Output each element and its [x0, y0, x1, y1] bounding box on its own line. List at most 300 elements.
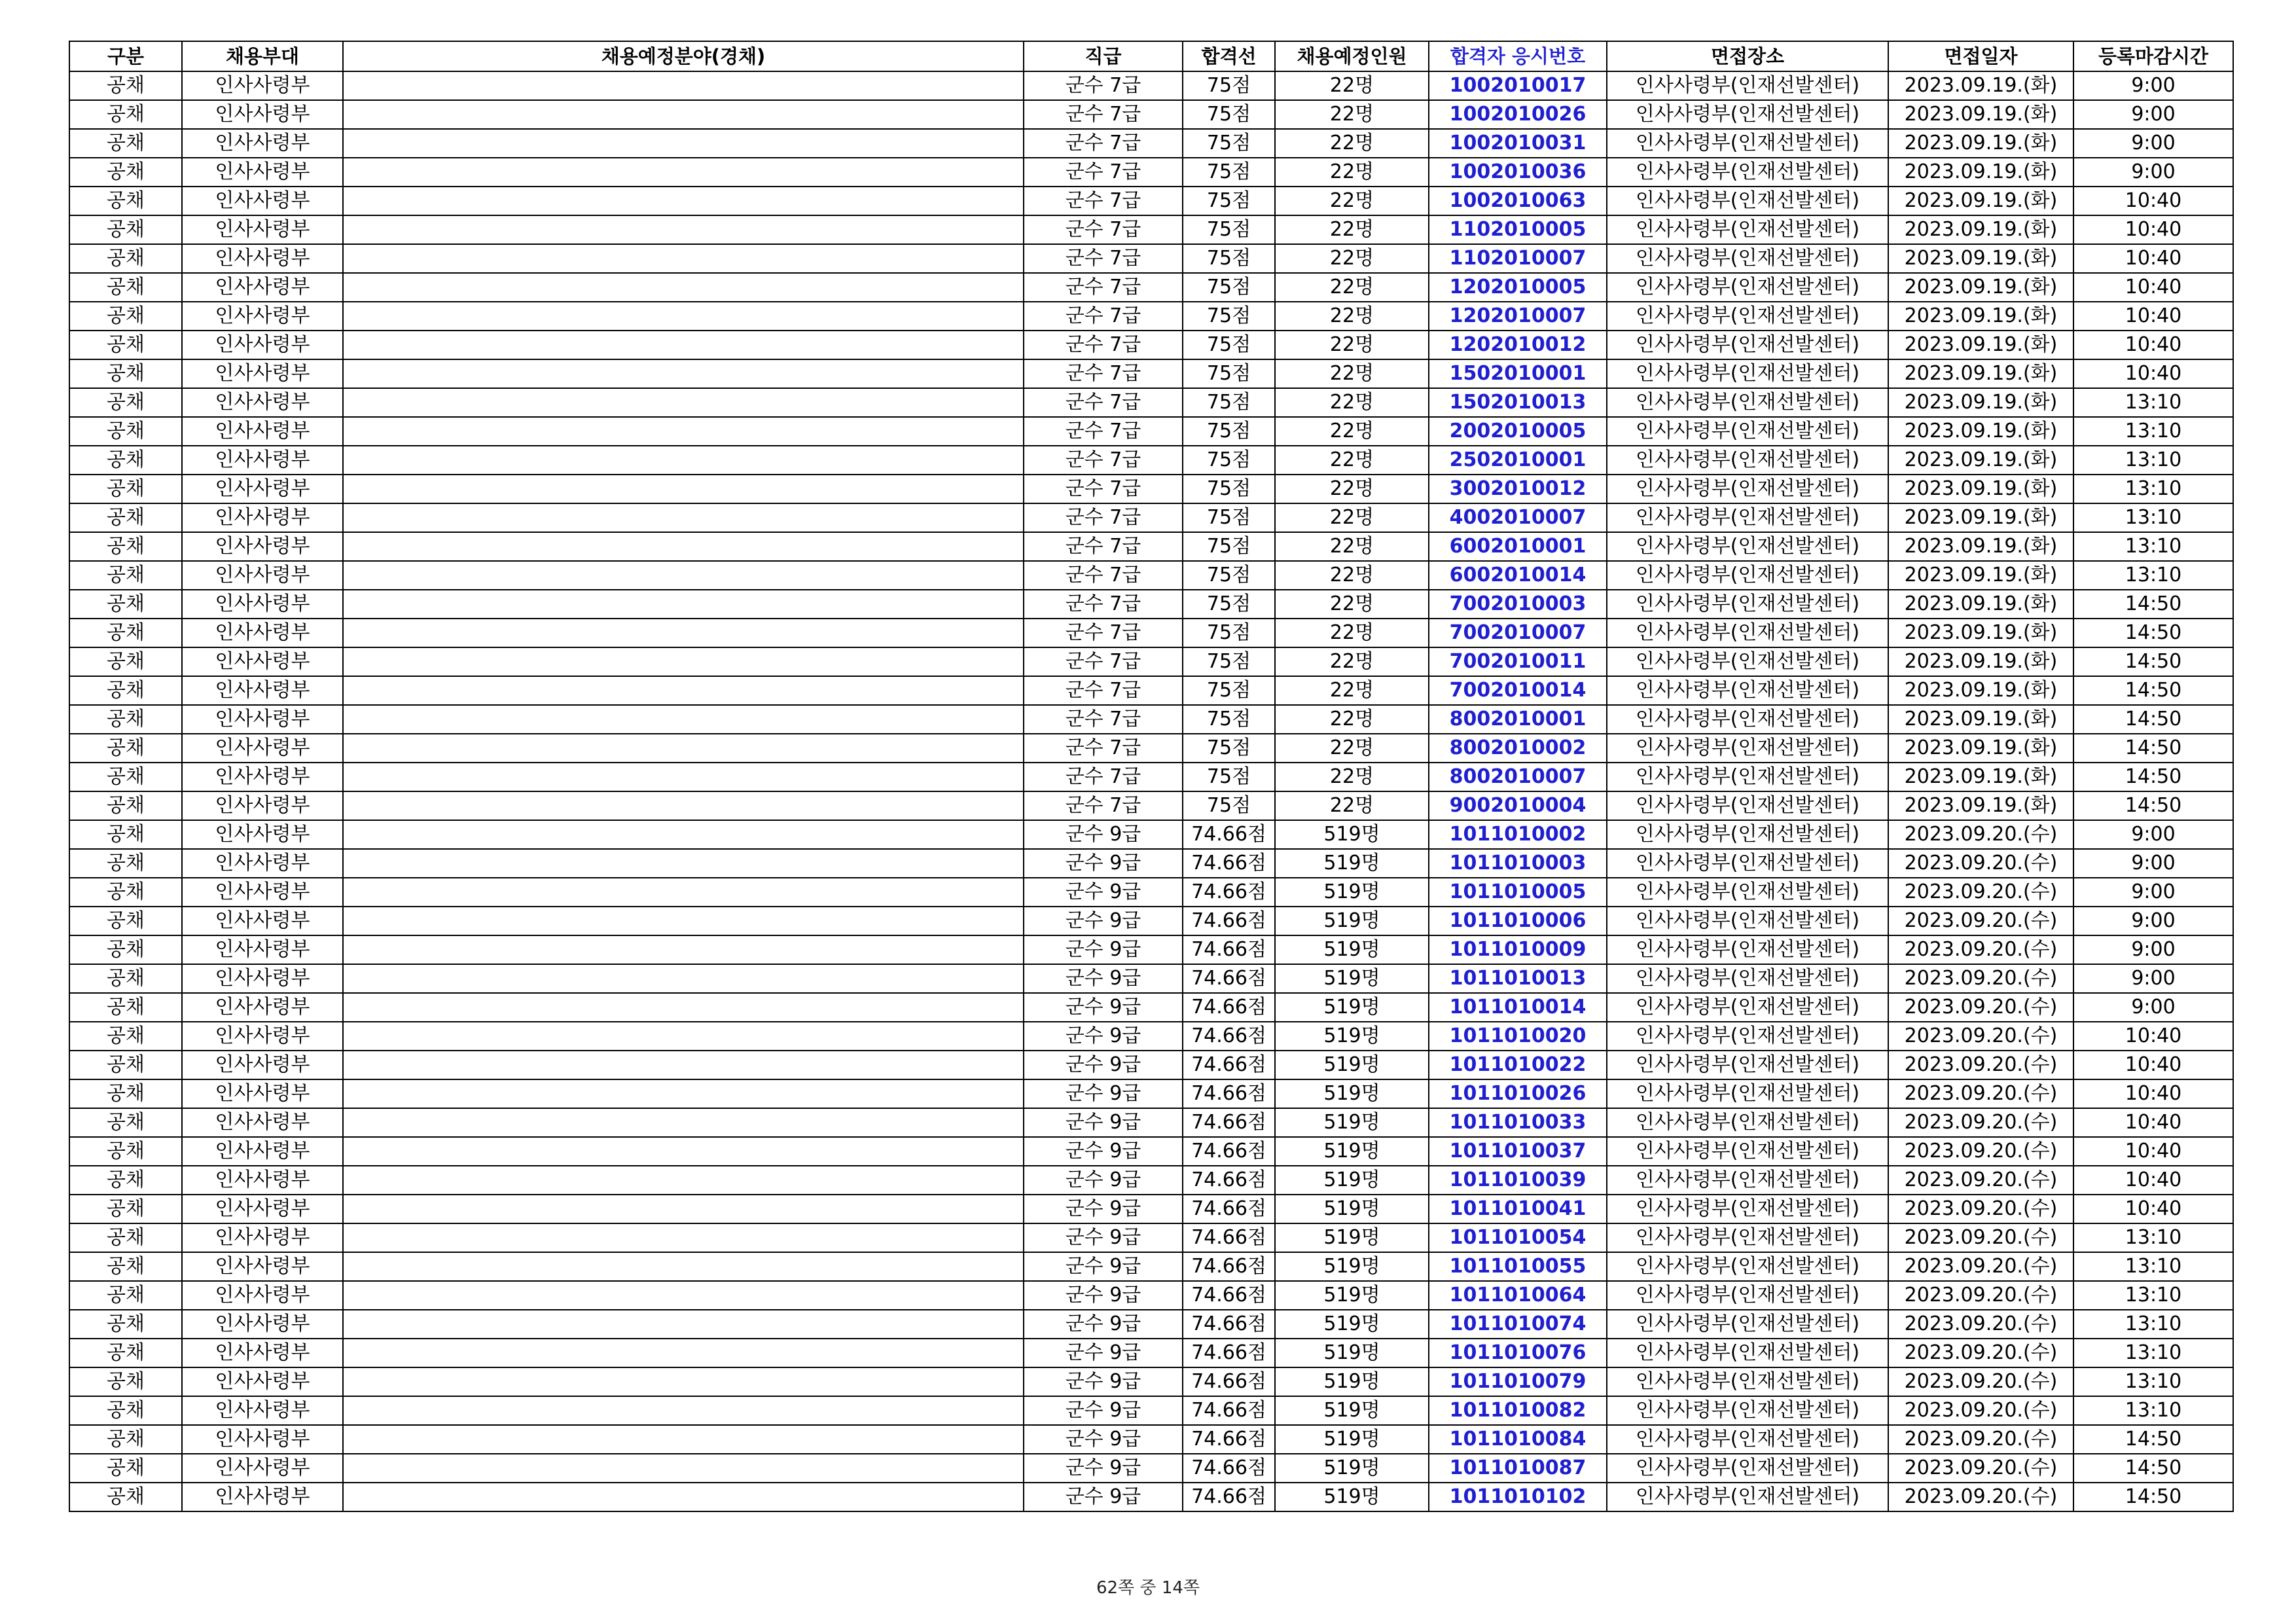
cell-deadline: 10:40	[2073, 1166, 2233, 1195]
cell-exam-number: 1502010001	[1429, 359, 1607, 388]
cell-deadline: 14:50	[2073, 791, 2233, 820]
cell-unit: 인사사령부	[182, 187, 343, 215]
cell-grade: 군수 9급	[1024, 907, 1183, 935]
cell-cutoff: 74.66점	[1183, 1425, 1275, 1454]
cell-cutoff: 75점	[1183, 273, 1275, 302]
cell-cutoff: 74.66점	[1183, 1483, 1275, 1511]
cell-grade: 군수 9급	[1024, 1195, 1183, 1223]
cell-field	[343, 1396, 1024, 1425]
cell-grade: 군수 7급	[1024, 475, 1183, 503]
cell-grade: 군수 9급	[1024, 1223, 1183, 1252]
cell-exam-number: 1011010084	[1429, 1425, 1607, 1454]
cell-category: 공채	[69, 388, 182, 417]
table-row	[69, 849, 2233, 878]
cell-grade: 군수 7급	[1024, 129, 1183, 158]
cell-date: 2023.09.19.(화)	[1888, 734, 2073, 763]
cell-location: 인사사령부(인재선발센터)	[1607, 1223, 1888, 1252]
cell-deadline: 9:00	[2073, 878, 2233, 907]
cell-category: 공채	[69, 475, 182, 503]
cell-quota: 519명	[1275, 1079, 1429, 1108]
table-body	[69, 71, 2233, 1511]
cell-exam-number: 1102010005	[1429, 215, 1607, 244]
cell-category: 공채	[69, 446, 182, 475]
cell-cutoff: 75점	[1183, 475, 1275, 503]
cell-date: 2023.09.20.(수)	[1888, 1137, 2073, 1166]
cell-deadline: 9:00	[2073, 820, 2233, 849]
cell-grade: 군수 9급	[1024, 1079, 1183, 1108]
cell-location: 인사사령부(인재선발센터)	[1607, 71, 1888, 100]
cell-exam-number: 1011010087	[1429, 1454, 1607, 1483]
cell-field	[343, 331, 1024, 359]
cell-category: 공채	[69, 100, 182, 129]
cell-deadline: 10:40	[2073, 215, 2233, 244]
header-location: 면접장소	[1607, 41, 1888, 71]
cell-grade: 군수 7급	[1024, 532, 1183, 561]
cell-field	[343, 590, 1024, 619]
cell-exam-number: 1002010017	[1429, 71, 1607, 100]
table-row	[69, 1137, 2233, 1166]
cell-unit: 인사사령부	[182, 734, 343, 763]
cell-unit: 인사사령부	[182, 1022, 343, 1051]
cell-grade: 군수 7급	[1024, 388, 1183, 417]
cell-location: 인사사령부(인재선발센터)	[1607, 273, 1888, 302]
cell-quota: 22명	[1275, 71, 1429, 100]
cell-field	[343, 820, 1024, 849]
cell-deadline: 13:10	[2073, 1367, 2233, 1396]
header-cutoff: 합격선	[1183, 41, 1275, 71]
cell-unit: 인사사령부	[182, 964, 343, 993]
cell-category: 공채	[69, 561, 182, 590]
table-row	[69, 878, 2233, 907]
cell-grade: 군수 7급	[1024, 215, 1183, 244]
cell-category: 공채	[69, 763, 182, 791]
cell-cutoff: 75점	[1183, 532, 1275, 561]
table-row	[69, 1108, 2233, 1137]
cell-exam-number: 1002010031	[1429, 129, 1607, 158]
cell-grade: 군수 7급	[1024, 359, 1183, 388]
cell-deadline: 9:00	[2073, 158, 2233, 187]
table-row	[69, 1022, 2233, 1051]
cell-field	[343, 1051, 1024, 1079]
cell-quota: 519명	[1275, 1223, 1429, 1252]
cell-grade: 군수 7급	[1024, 763, 1183, 791]
cell-unit: 인사사령부	[182, 1079, 343, 1108]
cell-exam-number: 1011010041	[1429, 1195, 1607, 1223]
table-row	[69, 705, 2233, 734]
cell-category: 공채	[69, 935, 182, 964]
cell-deadline: 10:40	[2073, 1108, 2233, 1137]
cell-field	[343, 1022, 1024, 1051]
cell-location: 인사사령부(인재선발센터)	[1607, 1079, 1888, 1108]
cell-quota: 519명	[1275, 1252, 1429, 1281]
cell-cutoff: 75점	[1183, 71, 1275, 100]
cell-quota: 22명	[1275, 215, 1429, 244]
cell-exam-number: 1011010026	[1429, 1079, 1607, 1108]
cell-unit: 인사사령부	[182, 1281, 343, 1310]
header-grade: 직급	[1024, 41, 1183, 71]
cell-cutoff: 74.66점	[1183, 1252, 1275, 1281]
cell-deadline: 13:10	[2073, 1281, 2233, 1310]
cell-location: 인사사령부(인재선발센터)	[1607, 503, 1888, 532]
cell-date: 2023.09.20.(수)	[1888, 964, 2073, 993]
cell-quota: 22명	[1275, 676, 1429, 705]
cell-quota: 22명	[1275, 446, 1429, 475]
cell-location: 인사사령부(인재선발센터)	[1607, 705, 1888, 734]
header-deadline: 등록마감시간	[2073, 41, 2233, 71]
table-row	[69, 561, 2233, 590]
cell-location: 인사사령부(인재선발센터)	[1607, 907, 1888, 935]
cell-field	[343, 475, 1024, 503]
cell-date: 2023.09.20.(수)	[1888, 820, 2073, 849]
cell-unit: 인사사령부	[182, 849, 343, 878]
cell-category: 공채	[69, 1166, 182, 1195]
cell-field	[343, 1079, 1024, 1108]
cell-quota: 519명	[1275, 1166, 1429, 1195]
cell-date: 2023.09.20.(수)	[1888, 1310, 2073, 1339]
cell-grade: 군수 9급	[1024, 1454, 1183, 1483]
cell-cutoff: 74.66점	[1183, 1022, 1275, 1051]
cell-unit: 인사사령부	[182, 1396, 343, 1425]
cell-exam-number: 1202010007	[1429, 302, 1607, 331]
cell-exam-number: 8002010002	[1429, 734, 1607, 763]
cell-deadline: 13:10	[2073, 1223, 2233, 1252]
cell-quota: 22명	[1275, 647, 1429, 676]
cell-exam-number: 1011010002	[1429, 820, 1607, 849]
cell-unit: 인사사령부	[182, 388, 343, 417]
cell-exam-number: 4002010007	[1429, 503, 1607, 532]
cell-deadline: 13:10	[2073, 475, 2233, 503]
cell-cutoff: 75점	[1183, 647, 1275, 676]
cell-quota: 519명	[1275, 907, 1429, 935]
cell-category: 공채	[69, 734, 182, 763]
cell-location: 인사사령부(인재선발센터)	[1607, 1454, 1888, 1483]
cell-date: 2023.09.19.(화)	[1888, 302, 2073, 331]
cell-grade: 군수 9급	[1024, 1396, 1183, 1425]
cell-date: 2023.09.20.(수)	[1888, 1454, 2073, 1483]
cell-deadline: 14:50	[2073, 619, 2233, 647]
cell-cutoff: 74.66점	[1183, 820, 1275, 849]
cell-exam-number: 8002010007	[1429, 763, 1607, 791]
cell-quota: 519명	[1275, 993, 1429, 1022]
cell-grade: 군수 9급	[1024, 1339, 1183, 1367]
header-field: 채용예정분야(경채)	[343, 41, 1024, 71]
table-row	[69, 993, 2233, 1022]
cell-exam-number: 1202010005	[1429, 273, 1607, 302]
cell-grade: 군수 7급	[1024, 187, 1183, 215]
cell-grade: 군수 7급	[1024, 590, 1183, 619]
cell-category: 공채	[69, 1483, 182, 1511]
cell-deadline: 13:10	[2073, 1252, 2233, 1281]
cell-cutoff: 75점	[1183, 676, 1275, 705]
cell-category: 공채	[69, 791, 182, 820]
cell-deadline: 10:40	[2073, 302, 2233, 331]
cell-grade: 군수 7급	[1024, 734, 1183, 763]
cell-field	[343, 302, 1024, 331]
cell-exam-number: 2002010005	[1429, 417, 1607, 446]
cell-quota: 22명	[1275, 561, 1429, 590]
cell-exam-number: 6002010001	[1429, 532, 1607, 561]
cell-location: 인사사령부(인재선발센터)	[1607, 359, 1888, 388]
table-row	[69, 417, 2233, 446]
cell-location: 인사사령부(인재선발센터)	[1607, 1022, 1888, 1051]
cell-quota: 519명	[1275, 849, 1429, 878]
cell-date: 2023.09.19.(화)	[1888, 590, 2073, 619]
cell-date: 2023.09.20.(수)	[1888, 1051, 2073, 1079]
cell-field	[343, 964, 1024, 993]
cell-quota: 22명	[1275, 503, 1429, 532]
cell-grade: 군수 9급	[1024, 964, 1183, 993]
cell-category: 공채	[69, 676, 182, 705]
cell-location: 인사사령부(인재선발센터)	[1607, 446, 1888, 475]
table-row	[69, 647, 2233, 676]
page-number: 62쪽 중 14쪽	[1096, 1578, 1200, 1598]
cell-field	[343, 187, 1024, 215]
cell-quota: 22명	[1275, 532, 1429, 561]
cell-grade: 군수 9급	[1024, 1281, 1183, 1310]
table-row	[69, 302, 2233, 331]
table-row	[69, 273, 2233, 302]
cell-field	[343, 849, 1024, 878]
cell-field	[343, 647, 1024, 676]
cell-field	[343, 244, 1024, 273]
cell-grade: 군수 9급	[1024, 1137, 1183, 1166]
cell-location: 인사사령부(인재선발센터)	[1607, 158, 1888, 187]
table-row	[69, 1166, 2233, 1195]
cell-date: 2023.09.20.(수)	[1888, 993, 2073, 1022]
cell-category: 공채	[69, 1396, 182, 1425]
cell-quota: 22명	[1275, 475, 1429, 503]
cell-category: 공채	[69, 705, 182, 734]
cell-location: 인사사령부(인재선발센터)	[1607, 820, 1888, 849]
cell-category: 공채	[69, 1108, 182, 1137]
table-row	[69, 359, 2233, 388]
cell-cutoff: 75점	[1183, 503, 1275, 532]
cell-date: 2023.09.20.(수)	[1888, 1252, 2073, 1281]
cell-field	[343, 676, 1024, 705]
cell-cutoff: 75점	[1183, 187, 1275, 215]
cell-unit: 인사사령부	[182, 446, 343, 475]
cell-grade: 군수 7급	[1024, 619, 1183, 647]
cell-deadline: 13:10	[2073, 503, 2233, 532]
cell-field	[343, 129, 1024, 158]
cell-unit: 인사사령부	[182, 1367, 343, 1396]
cell-exam-number: 1011010013	[1429, 964, 1607, 993]
cell-category: 공채	[69, 1367, 182, 1396]
cell-deadline: 13:10	[2073, 388, 2233, 417]
cell-cutoff: 74.66점	[1183, 1339, 1275, 1367]
table-row	[69, 964, 2233, 993]
cell-deadline: 10:40	[2073, 244, 2233, 273]
cell-quota: 519명	[1275, 1108, 1429, 1137]
cell-exam-number: 1011010076	[1429, 1339, 1607, 1367]
cell-exam-number: 1011010039	[1429, 1166, 1607, 1195]
table-row	[69, 1051, 2233, 1079]
cell-quota: 519명	[1275, 1022, 1429, 1051]
cell-date: 2023.09.20.(수)	[1888, 1367, 2073, 1396]
cell-deadline: 10:40	[2073, 187, 2233, 215]
cell-grade: 군수 9급	[1024, 993, 1183, 1022]
cell-location: 인사사령부(인재선발센터)	[1607, 1367, 1888, 1396]
table-row	[69, 590, 2233, 619]
cell-quota: 22명	[1275, 100, 1429, 129]
cell-deadline: 13:10	[2073, 1396, 2233, 1425]
cell-quota: 519명	[1275, 1425, 1429, 1454]
cell-location: 인사사령부(인재선발센터)	[1607, 1310, 1888, 1339]
cell-cutoff: 74.66점	[1183, 1108, 1275, 1137]
cell-cutoff: 75점	[1183, 100, 1275, 129]
cell-field	[343, 561, 1024, 590]
cell-cutoff: 74.66점	[1183, 1396, 1275, 1425]
cell-field	[343, 158, 1024, 187]
cell-cutoff: 75점	[1183, 215, 1275, 244]
table-header	[69, 41, 2233, 71]
cell-cutoff: 75점	[1183, 158, 1275, 187]
cell-category: 공채	[69, 129, 182, 158]
cell-location: 인사사령부(인재선발센터)	[1607, 475, 1888, 503]
cell-location: 인사사령부(인재선발센터)	[1607, 763, 1888, 791]
cell-category: 공채	[69, 590, 182, 619]
cell-exam-number: 1011010079	[1429, 1367, 1607, 1396]
cell-date: 2023.09.19.(화)	[1888, 100, 2073, 129]
cell-category: 공채	[69, 158, 182, 187]
cell-quota: 519명	[1275, 878, 1429, 907]
cell-category: 공채	[69, 331, 182, 359]
cell-cutoff: 75점	[1183, 446, 1275, 475]
cell-date: 2023.09.19.(화)	[1888, 619, 2073, 647]
cell-cutoff: 74.66점	[1183, 993, 1275, 1022]
cell-exam-number: 1011010074	[1429, 1310, 1607, 1339]
cell-deadline: 9:00	[2073, 907, 2233, 935]
cell-quota: 519명	[1275, 1310, 1429, 1339]
cell-date: 2023.09.20.(수)	[1888, 878, 2073, 907]
header-row	[69, 41, 2233, 71]
cell-grade: 군수 7급	[1024, 561, 1183, 590]
cell-deadline: 9:00	[2073, 964, 2233, 993]
cell-deadline: 13:10	[2073, 561, 2233, 590]
cell-cutoff: 75점	[1183, 763, 1275, 791]
cell-grade: 군수 7급	[1024, 791, 1183, 820]
cell-category: 공채	[69, 1339, 182, 1367]
cell-location: 인사사령부(인재선발센터)	[1607, 1425, 1888, 1454]
cell-cutoff: 75점	[1183, 734, 1275, 763]
cell-location: 인사사령부(인재선발센터)	[1607, 561, 1888, 590]
cell-location: 인사사령부(인재선발센터)	[1607, 1108, 1888, 1137]
cell-location: 인사사령부(인재선발센터)	[1607, 1166, 1888, 1195]
cell-unit: 인사사령부	[182, 1223, 343, 1252]
table-row	[69, 1252, 2233, 1281]
table-row	[69, 1454, 2233, 1483]
cell-field	[343, 763, 1024, 791]
cell-date: 2023.09.19.(화)	[1888, 244, 2073, 273]
cell-exam-number: 1011010054	[1429, 1223, 1607, 1252]
cell-exam-number: 2502010001	[1429, 446, 1607, 475]
cell-cutoff: 74.66점	[1183, 1195, 1275, 1223]
cell-exam-number: 1011010022	[1429, 1051, 1607, 1079]
cell-category: 공채	[69, 619, 182, 647]
table-row	[69, 907, 2233, 935]
cell-cutoff: 74.66점	[1183, 849, 1275, 878]
cell-quota: 22명	[1275, 705, 1429, 734]
cell-exam-number: 1011010037	[1429, 1137, 1607, 1166]
cell-category: 공채	[69, 1252, 182, 1281]
cell-deadline: 9:00	[2073, 849, 2233, 878]
cell-unit: 인사사령부	[182, 1137, 343, 1166]
cell-location: 인사사령부(인재선발센터)	[1607, 215, 1888, 244]
cell-date: 2023.09.19.(화)	[1888, 158, 2073, 187]
cell-unit: 인사사령부	[182, 763, 343, 791]
cell-date: 2023.09.20.(수)	[1888, 1195, 2073, 1223]
cell-field	[343, 1483, 1024, 1511]
cell-unit: 인사사령부	[182, 1166, 343, 1195]
cell-grade: 군수 7급	[1024, 676, 1183, 705]
cell-location: 인사사령부(인재선발센터)	[1607, 647, 1888, 676]
cell-deadline: 10:40	[2073, 1195, 2233, 1223]
cell-unit: 인사사령부	[182, 705, 343, 734]
cell-location: 인사사령부(인재선발센터)	[1607, 1396, 1888, 1425]
cell-quota: 519명	[1275, 935, 1429, 964]
cell-deadline: 14:50	[2073, 763, 2233, 791]
cell-quota: 22명	[1275, 734, 1429, 763]
cell-grade: 군수 9급	[1024, 1051, 1183, 1079]
cell-cutoff: 75점	[1183, 561, 1275, 590]
cell-date: 2023.09.20.(수)	[1888, 1281, 2073, 1310]
cell-unit: 인사사령부	[182, 1483, 343, 1511]
cell-category: 공채	[69, 532, 182, 561]
cell-category: 공채	[69, 1281, 182, 1310]
cell-grade: 군수 7급	[1024, 71, 1183, 100]
cell-date: 2023.09.20.(수)	[1888, 935, 2073, 964]
cell-cutoff: 74.66점	[1183, 1223, 1275, 1252]
table-row	[69, 1339, 2233, 1367]
table-row	[69, 244, 2233, 273]
cell-quota: 22명	[1275, 158, 1429, 187]
cell-grade: 군수 9급	[1024, 820, 1183, 849]
cell-exam-number: 1011010033	[1429, 1108, 1607, 1137]
cell-deadline: 9:00	[2073, 993, 2233, 1022]
cell-unit: 인사사령부	[182, 1252, 343, 1281]
cell-cutoff: 75점	[1183, 388, 1275, 417]
cell-unit: 인사사령부	[182, 244, 343, 273]
cell-grade: 군수 9급	[1024, 935, 1183, 964]
cell-quota: 22명	[1275, 590, 1429, 619]
cell-quota: 22명	[1275, 791, 1429, 820]
cell-unit: 인사사령부	[182, 215, 343, 244]
cell-location: 인사사령부(인재선발센터)	[1607, 590, 1888, 619]
cell-deadline: 10:40	[2073, 331, 2233, 359]
table-row	[69, 1367, 2233, 1396]
cell-cutoff: 74.66점	[1183, 964, 1275, 993]
cell-category: 공채	[69, 71, 182, 100]
cell-category: 공채	[69, 359, 182, 388]
cell-exam-number: 6002010014	[1429, 561, 1607, 590]
cell-unit: 인사사령부	[182, 359, 343, 388]
cell-exam-number: 7002010014	[1429, 676, 1607, 705]
cell-field	[343, 791, 1024, 820]
cell-field	[343, 1108, 1024, 1137]
cell-quota: 22명	[1275, 359, 1429, 388]
cell-location: 인사사령부(인재선발센터)	[1607, 676, 1888, 705]
cell-unit: 인사사령부	[182, 71, 343, 100]
cell-unit: 인사사령부	[182, 878, 343, 907]
cell-cutoff: 75점	[1183, 302, 1275, 331]
cell-field	[343, 1310, 1024, 1339]
results-table	[69, 41, 2234, 1512]
cell-location: 인사사령부(인재선발센터)	[1607, 1137, 1888, 1166]
cell-deadline: 14:50	[2073, 676, 2233, 705]
cell-cutoff: 74.66점	[1183, 1281, 1275, 1310]
cell-category: 공채	[69, 964, 182, 993]
cell-exam-number: 1011010005	[1429, 878, 1607, 907]
